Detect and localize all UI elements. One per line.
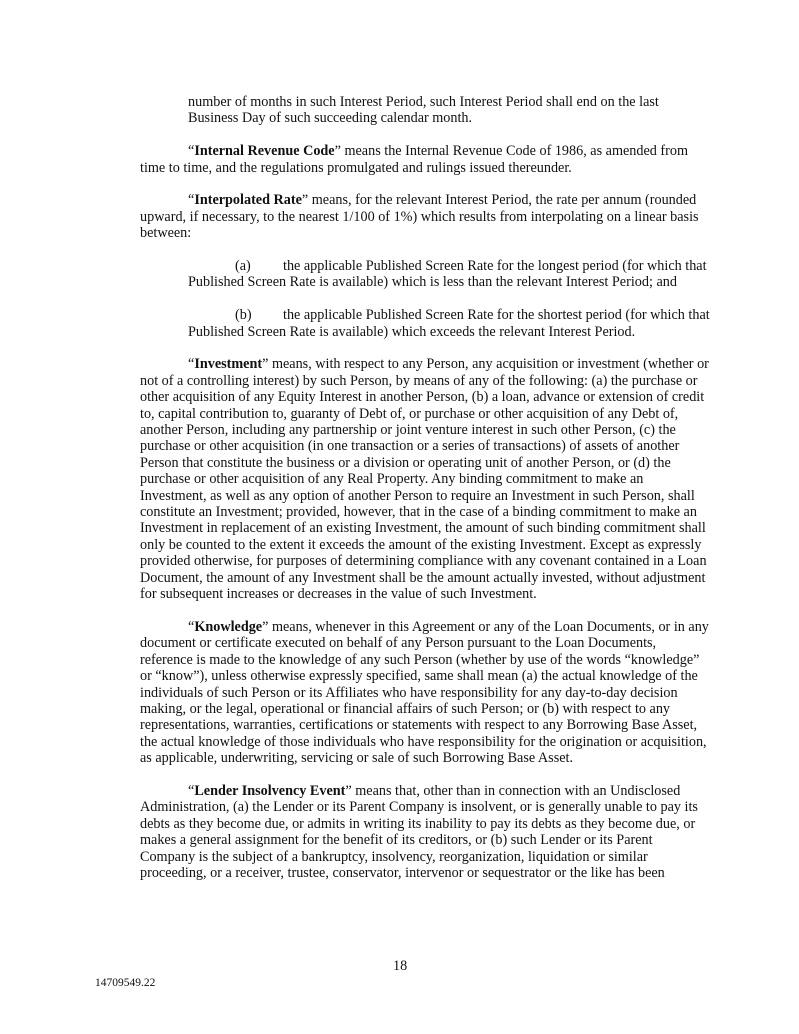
open-quote: “	[188, 143, 195, 160]
open-quote: “	[188, 618, 195, 635]
definition-investment	[140, 356, 710, 602]
document-id: 14709549.22	[95, 977, 156, 989]
subitem-b	[140, 307, 710, 340]
defined-term: Knowledge	[194, 618, 263, 635]
subitem-a	[140, 258, 710, 291]
open-quote: “	[188, 356, 195, 373]
defined-term: Interpolated Rate	[194, 192, 302, 209]
definition-knowledge	[140, 619, 710, 767]
close-quote: ”	[334, 143, 341, 160]
definition-lender-insolvency-event	[140, 783, 710, 881]
close-quote: ”	[301, 192, 309, 209]
definition-internal-revenue-code	[140, 143, 710, 176]
continuation-paragraph: number of months in such Interest Period, such Interest Period shall end on the last Business Day of such succeeding calendar month.	[188, 94, 659, 127]
definition-body: means, with respect to any Person, any acquisition or investment (whether or not of a controlling interest) by such Person, by means of any of the following: (a) the purchase or other acquisition of any Equity Interest in another Person, (b) a loan, advance or extension of credit to, capital contribution to, guaranty of Debt of, or purchase or other acquisition of any Debt of, another Person, including any partnership or joint venture interest in such other Person, (c) the purchase or other acquisition (in one transaction or a series of transactions) of assets of another Person that constitute the business or a division or operating unit of another Person, or (d) the purchase or other acquisition of any Real Property. Any binding commitment to make an Investment, as well as any option of another Person to require an Investment in such Person, shall constitute an Investment; provided, however, that in the case of a binding commitment to make an Investment in replacement of an existing Investment, the amount of such binding commitment shall only be counted to the extent it exceeds the amount of the existing Investment. Except as expressly provided otherwise, for purposes of determining compliance with any covenant contained in a Loan Document, the amount of any Investment shall be the amount actually invested, without adjustment for subsequent increases or decreases in the value of such Investment.	[140, 356, 709, 603]
definition-body: means, whenever in this Agreement or any of the Loan Documents, or in any document or certificate executed on behalf of any Person pursuant to the Loan Documents, reference is made to the knowledge of any such Person (whether by use of the words “knowledge” or “know”), unless otherwise expressly specified, same shall mean (a) the actual knowledge of the individuals of such Person or its Affiliates who have responsibility for any day-to-day decision making, or the legal, operational or financial affairs of such Person; or (b) with respect to any representations, warranties, certifications or statements with respect to any Borrowing Base Asset, the actual knowledge of those individuals who have responsibility for the origination or acquisition, as applicable, underwriting, servicing or sale of such Borrowing Base Asset.	[140, 618, 709, 767]
close-quote: ”	[345, 782, 352, 799]
open-quote: “	[188, 782, 195, 799]
definition-interpolated-rate	[140, 192, 710, 241]
close-quote: ”	[262, 356, 269, 373]
document-page	[140, 94, 710, 898]
definition-body: means that, other than in connection with an Undisclosed Administration, (a) the Lender or its Parent Company is insolvent, or is generally unable to pay its debts as they become due, or admits in writing its inability to pay its debts as they become due, or makes a general assignment for the benefit of its creditors, or (b) such Lender or its Parent Company is the subject of a bankruptcy, insolvency, reorganization, liquidation or similar proceeding, or a receiver, trustee, conservator, intervenor or sequestrator or the like has been	[140, 782, 698, 881]
subitem-label: (b)	[235, 307, 252, 324]
close-quote: ”	[262, 618, 269, 635]
defined-term: Lender Insolvency Event	[194, 782, 346, 799]
open-quote: “	[188, 192, 195, 209]
defined-term: Internal Revenue Code	[194, 143, 335, 160]
subitem-text: the applicable Published Screen Rate for the longest period (for which that Published Screen Rate is available) which is less than the relevant Interest Period; and	[188, 258, 707, 291]
defined-term: Investment	[194, 356, 263, 373]
page-number: 18	[393, 958, 408, 974]
definition-body: means the Internal Revenue Code of 1986, as amended from time to time, and the regulations promulgated and rulings issued thereunder.	[140, 143, 689, 176]
definition-body: means, for the relevant Interest Period, the rate per annum (rounded upward, if necessary, to the nearest 1/100 of 1%) which results from interpolating on a linear basis between:	[140, 192, 699, 242]
subitem-label: (a)	[235, 258, 251, 275]
subitem-text: the applicable Published Screen Rate for the shortest period (for which that Published Screen Rate is available) which exceeds the relevant Interest Period.	[188, 307, 710, 340]
